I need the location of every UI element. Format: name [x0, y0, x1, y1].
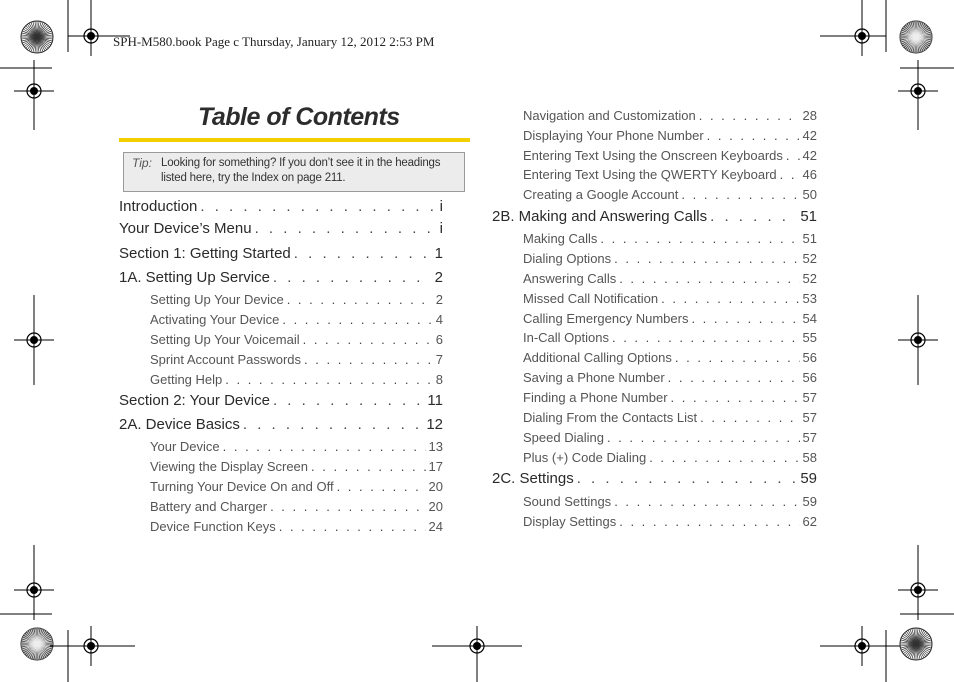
dot-leader	[273, 269, 432, 286]
toc-entry[interactable]	[150, 292, 443, 307]
toc-entry[interactable]	[150, 519, 443, 534]
toc-entry-page: 51	[802, 231, 817, 246]
toc-entry[interactable]	[523, 494, 817, 509]
toc-entry[interactable]	[523, 370, 817, 385]
toc-entry[interactable]	[119, 269, 443, 286]
dot-leader	[614, 494, 799, 509]
title-underline-rule	[119, 138, 470, 142]
toc-entry-label: Speed Dialing	[523, 430, 604, 445]
toc-entry[interactable]	[523, 410, 817, 425]
starburst-target-icon	[900, 628, 932, 660]
toc-entry-page: 52	[802, 271, 817, 286]
toc-entry[interactable]	[523, 430, 817, 445]
toc-entry-label: Navigation and Customization	[523, 108, 696, 123]
dot-leader	[649, 450, 799, 465]
toc-entry[interactable]	[150, 352, 443, 367]
toc-entry-page: 46	[802, 167, 817, 182]
toc-entry[interactable]	[523, 108, 817, 123]
toc-entry[interactable]	[523, 311, 817, 326]
dot-leader	[279, 519, 426, 534]
toc-entry-page: 55	[802, 330, 817, 345]
starburst-target-icon	[21, 628, 53, 660]
toc-entry-label: Dialing From the Contacts List	[523, 410, 698, 425]
toc-entry[interactable]	[523, 251, 817, 266]
toc-entry-page: 59	[802, 494, 817, 509]
dot-leader	[700, 410, 799, 425]
toc-entry-page: 17	[428, 459, 443, 474]
dot-leader	[707, 128, 800, 143]
toc-entry-page: 52	[802, 251, 817, 266]
toc-entry-page: 51	[800, 208, 817, 225]
dot-leader	[675, 350, 800, 365]
toc-entry-page: i	[439, 220, 443, 237]
dot-leader	[303, 332, 433, 347]
toc-entry[interactable]	[150, 332, 443, 347]
toc-entry-page: 54	[802, 311, 817, 326]
toc-entry-page: 28	[802, 108, 817, 123]
toc-entry[interactable]	[150, 479, 443, 494]
toc-entry-page: 24	[428, 519, 443, 534]
toc-entry[interactable]	[119, 245, 443, 262]
dot-leader	[270, 499, 425, 514]
toc-entry-label: Section 1: Getting Started	[119, 245, 291, 262]
toc-entry-page: 42	[802, 128, 817, 143]
toc-entry[interactable]	[119, 198, 443, 215]
tip-text: Looking for something? If you don’t see it in the headings listed here, try the Index on page 211.	[161, 157, 441, 184]
toc-entry-label: 2B. Making and Answering Calls	[492, 208, 708, 225]
toc-entry[interactable]	[119, 220, 443, 237]
toc-entry-label: Battery and Charger	[150, 499, 268, 514]
toc-entry-label: Making Calls	[523, 231, 598, 246]
toc-entry-page: 62	[802, 514, 817, 529]
toc-entry-label: Your Device	[150, 439, 220, 454]
toc-entry-label: Turning Your Device On and Off	[150, 479, 334, 494]
toc-entry-page: 20	[428, 479, 443, 494]
toc-entry-label: 2A. Device Basics	[119, 416, 240, 433]
toc-entry-label: Saving a Phone Number	[523, 370, 665, 385]
toc-entry-label: In-Call Options	[523, 330, 609, 345]
toc-entry[interactable]	[523, 231, 817, 246]
toc-entry-page: 11	[427, 392, 443, 409]
dot-leader	[577, 470, 798, 487]
toc-entry-label: Setting Up Your Device	[150, 292, 284, 307]
toc-entry[interactable]	[523, 291, 817, 306]
toc-entry-page: 56	[802, 370, 817, 385]
toc-entry-label: Viewing the Display Screen	[150, 459, 309, 474]
toc-entry-page: 58	[802, 450, 817, 465]
toc-entry-label: Activating Your Device	[150, 312, 280, 327]
toc-entry-page: 50	[802, 187, 817, 202]
starburst-target-icon	[900, 21, 932, 53]
dot-leader	[337, 479, 426, 494]
toc-entry-page: 12	[426, 416, 443, 433]
toc-entry[interactable]	[523, 390, 817, 405]
toc-entry[interactable]	[523, 167, 817, 182]
print-header-slug: SPH-M580.book Page c Thursday, January 12, 2012 2:53 PM	[113, 34, 435, 49]
toc-entry[interactable]	[523, 514, 817, 529]
dot-leader	[225, 372, 433, 387]
dot-leader	[600, 231, 799, 246]
toc-entry-label: Dialing Options	[523, 251, 612, 266]
toc-entry-label: Missed Call Notification	[523, 291, 659, 306]
toc-entry-label: Getting Help	[150, 372, 223, 387]
toc-entry[interactable]	[150, 459, 443, 474]
toc-entry-page: 20	[428, 499, 443, 514]
dot-leader	[607, 430, 800, 445]
dot-leader	[304, 352, 433, 367]
toc-entry[interactable]	[523, 330, 817, 345]
toc-entry[interactable]	[492, 470, 817, 487]
dot-leader	[612, 330, 800, 345]
toc-entry-label: Section 2: Your Device	[119, 392, 270, 409]
toc-entry[interactable]	[523, 450, 817, 465]
toc-entry-label: Finding a Phone Number	[523, 390, 668, 405]
toc-entry-page: 13	[428, 439, 443, 454]
toc-entry-page: 8	[435, 372, 443, 387]
dot-leader	[780, 167, 800, 182]
dot-leader	[681, 187, 799, 202]
toc-entry-page: 1	[434, 245, 443, 262]
toc-entry-label: Creating a Google Account	[523, 187, 679, 202]
dot-leader	[668, 370, 800, 385]
dot-leader	[699, 108, 800, 123]
toc-entry-label: Introduction	[119, 198, 198, 215]
page-title: Table of Contents	[198, 103, 400, 131]
dot-leader	[619, 271, 799, 286]
toc-entry-label: Entering Text Using the Onscreen Keyboards	[523, 148, 783, 163]
toc-entry-label: Display Settings	[523, 514, 617, 529]
toc-entry-page: i	[439, 198, 443, 215]
tip-box	[123, 152, 465, 192]
toc-entry-label: Calling Emergency Numbers	[523, 311, 689, 326]
dot-leader	[786, 148, 800, 163]
toc-entry-label: Device Function Keys	[150, 519, 276, 534]
starburst-target-icon	[21, 21, 53, 53]
toc-entry-page: 42	[802, 148, 817, 163]
dot-leader	[691, 311, 799, 326]
toc-entry-page: 2	[435, 292, 443, 307]
toc-entry-label: Displaying Your Phone Number	[523, 128, 704, 143]
dot-leader	[661, 291, 799, 306]
dot-leader	[710, 208, 797, 225]
toc-entry-page: 7	[435, 352, 443, 367]
toc-entry-label: Your Device’s Menu	[119, 220, 252, 237]
toc-entry-page: 6	[435, 332, 443, 347]
toc-entry-page: 57	[802, 390, 817, 405]
toc-entry-page: 2	[434, 269, 443, 286]
toc-entry-label: Setting Up Your Voicemail	[150, 332, 300, 347]
toc-entry[interactable]	[150, 312, 443, 327]
dot-leader	[614, 251, 799, 266]
toc-entry-page: 59	[800, 470, 817, 487]
toc-entry[interactable]	[523, 271, 817, 286]
toc-entry[interactable]	[523, 187, 817, 202]
dot-leader	[619, 514, 799, 529]
dot-leader	[200, 198, 436, 215]
toc-entry-label: Sound Settings	[523, 494, 612, 509]
dot-leader	[282, 312, 432, 327]
toc-entry[interactable]	[150, 439, 443, 454]
toc-entry[interactable]	[492, 208, 817, 225]
dot-leader	[273, 392, 424, 409]
dot-leader	[255, 220, 437, 237]
dot-leader	[223, 439, 426, 454]
toc-entry-label: Entering Text Using the QWERTY Keyboard	[523, 167, 777, 182]
toc-entry-label: Sprint Account Passwords	[150, 352, 302, 367]
toc-entry[interactable]	[119, 392, 443, 409]
toc-entry[interactable]	[523, 128, 817, 143]
toc-entry[interactable]	[119, 416, 443, 433]
toc-entry-page: 4	[435, 312, 443, 327]
toc-entry[interactable]	[523, 148, 817, 163]
toc-entry[interactable]	[523, 350, 817, 365]
toc-entry-label: Plus (+) Code Dialing	[523, 450, 647, 465]
dot-leader	[287, 292, 433, 307]
toc-entry[interactable]	[150, 372, 443, 387]
toc-entry-label: Answering Calls	[523, 271, 617, 286]
tip-label: Tip:	[132, 156, 152, 170]
toc-entry-page: 57	[802, 430, 817, 445]
toc-entry-page: 53	[802, 291, 817, 306]
dot-leader	[243, 416, 423, 433]
toc-entry[interactable]	[150, 499, 443, 514]
dot-leader	[671, 390, 800, 405]
toc-entry-page: 57	[802, 410, 817, 425]
toc-entry-label: 2C. Settings	[492, 470, 574, 487]
toc-entry-label: 1A. Setting Up Service	[119, 269, 270, 286]
toc-entry-page: 56	[802, 350, 817, 365]
dot-leader	[311, 459, 426, 474]
dot-leader	[294, 245, 432, 262]
toc-entry-label: Additional Calling Options	[523, 350, 672, 365]
